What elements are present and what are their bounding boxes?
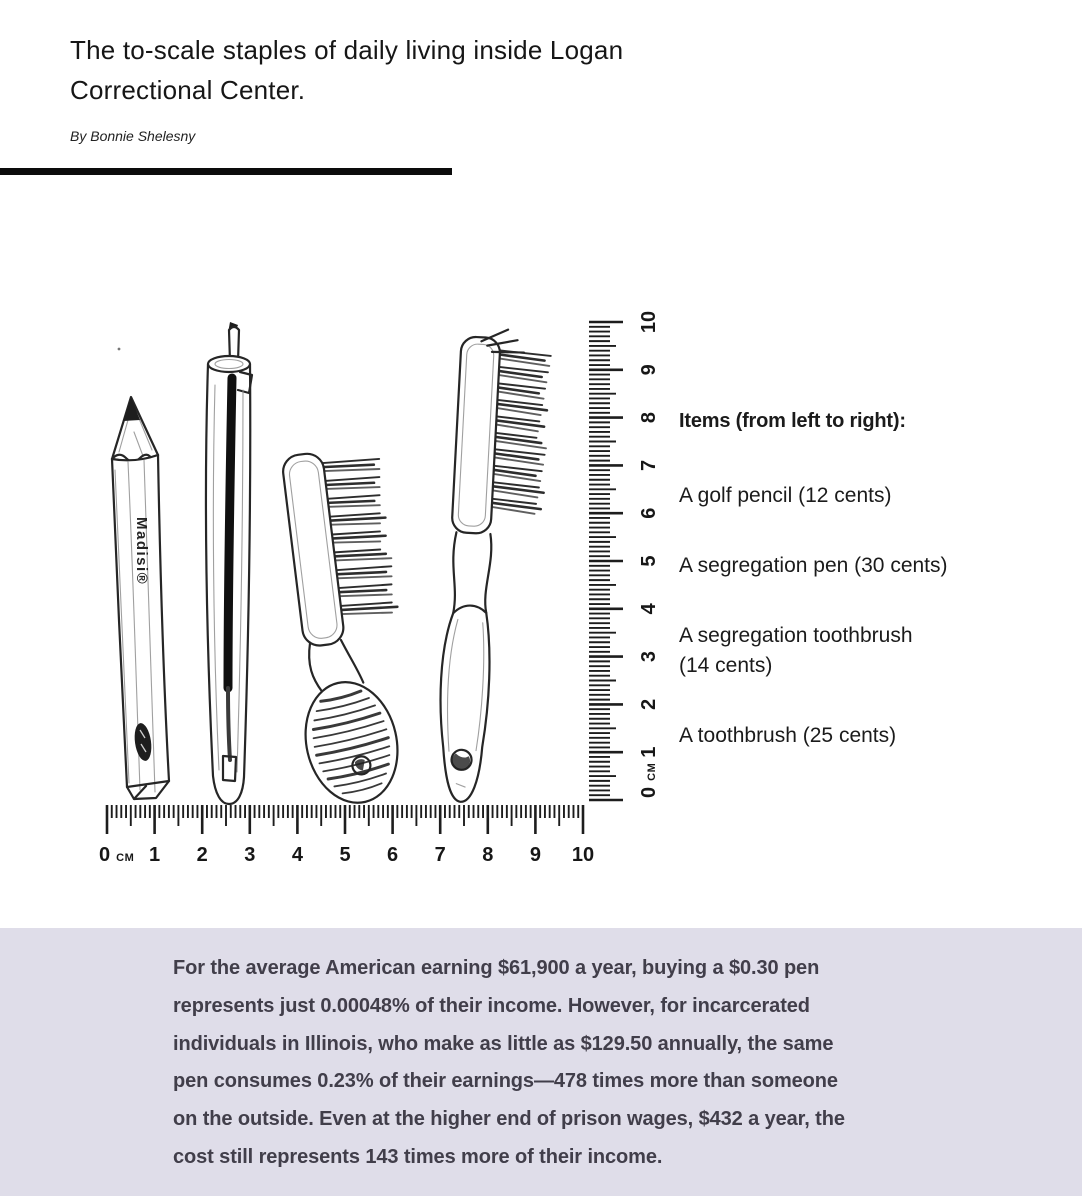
to-scale-illustration (85, 300, 675, 870)
svg-text:4: 4 (638, 603, 660, 615)
svg-text:5: 5 (339, 844, 351, 866)
svg-text:2: 2 (638, 698, 660, 710)
legend-item-segregation-pen (679, 551, 1019, 581)
legend-item-toothbrush (679, 721, 1019, 751)
svg-text:6: 6 (387, 844, 399, 866)
legend-item-line: A toothbrush (25 cents) (679, 724, 897, 747)
title-line-1: The to-scale staples of daily living inside Logan (70, 35, 624, 65)
svg-text:9: 9 (529, 844, 541, 866)
legend-item-golf-pencil (679, 481, 1019, 511)
title-line-2: Correctional Center. (70, 75, 306, 105)
svg-text:0CM: 0CM (638, 762, 660, 798)
items-legend (679, 409, 1019, 791)
svg-text:7: 7 (434, 844, 446, 866)
legend-item-line: A segregation toothbrush (679, 624, 913, 647)
svg-text:4: 4 (291, 844, 303, 866)
legend-item-line: A golf pencil (12 cents) (679, 484, 892, 507)
legend-item-line: A segregation pen (30 cents) (679, 554, 948, 577)
svg-text:0CM: 0 CM (99, 844, 135, 866)
divider-rule (0, 168, 452, 175)
svg-text:7: 7 (638, 459, 660, 471)
byline: By Bonnie Shelesny (70, 128, 196, 144)
callout-line: For the average American earning $61,900 a year, buying a $0.30 pen (173, 957, 820, 979)
page-title (70, 30, 623, 110)
pencil-brand-label: Madisi® (133, 517, 150, 586)
svg-text:1: 1 (638, 746, 660, 758)
toothbrush-illustration (435, 327, 552, 805)
segregation-toothbrush-illustration (265, 445, 421, 813)
callout-line: pen consumes 0.23% of their earnings—478 times more than someone (173, 1070, 838, 1093)
svg-text:8: 8 (638, 412, 660, 424)
segregation-pen-illustration (206, 322, 252, 804)
callout-line: cost still represents 143 times more of their income. (173, 1145, 663, 1168)
svg-text:10: 10 (571, 844, 595, 866)
vertical-ruler (589, 311, 660, 800)
callout-panel (0, 928, 1082, 1196)
svg-text:5: 5 (638, 555, 660, 567)
svg-text:10: 10 (638, 310, 660, 334)
svg-text:3: 3 (638, 651, 660, 663)
svg-text:6: 6 (638, 507, 660, 519)
callout-line: represents just 0.00048% of their income. However, for incarcerated (173, 994, 810, 1017)
svg-text:8: 8 (482, 844, 494, 866)
callout-text (173, 950, 845, 1177)
svg-text:3: 3 (244, 844, 256, 866)
golf-pencil-illustration (112, 348, 169, 799)
svg-text:9: 9 (638, 364, 660, 376)
svg-text:1: 1 (149, 844, 161, 866)
legend-item-line: (14 cents) (679, 654, 773, 677)
svg-text:2: 2 (196, 844, 208, 866)
horizontal-ruler (99, 805, 594, 866)
callout-line: on the outside. Even at the higher end of prison wages, $432 a year, the (173, 1108, 845, 1131)
callout-line: individuals in Illinois, who make as little as $129.50 annually, the same (173, 1032, 834, 1055)
legend-item-segregation-toothbrush (679, 621, 1019, 681)
legend-heading: Items (from left to right): (679, 410, 906, 432)
